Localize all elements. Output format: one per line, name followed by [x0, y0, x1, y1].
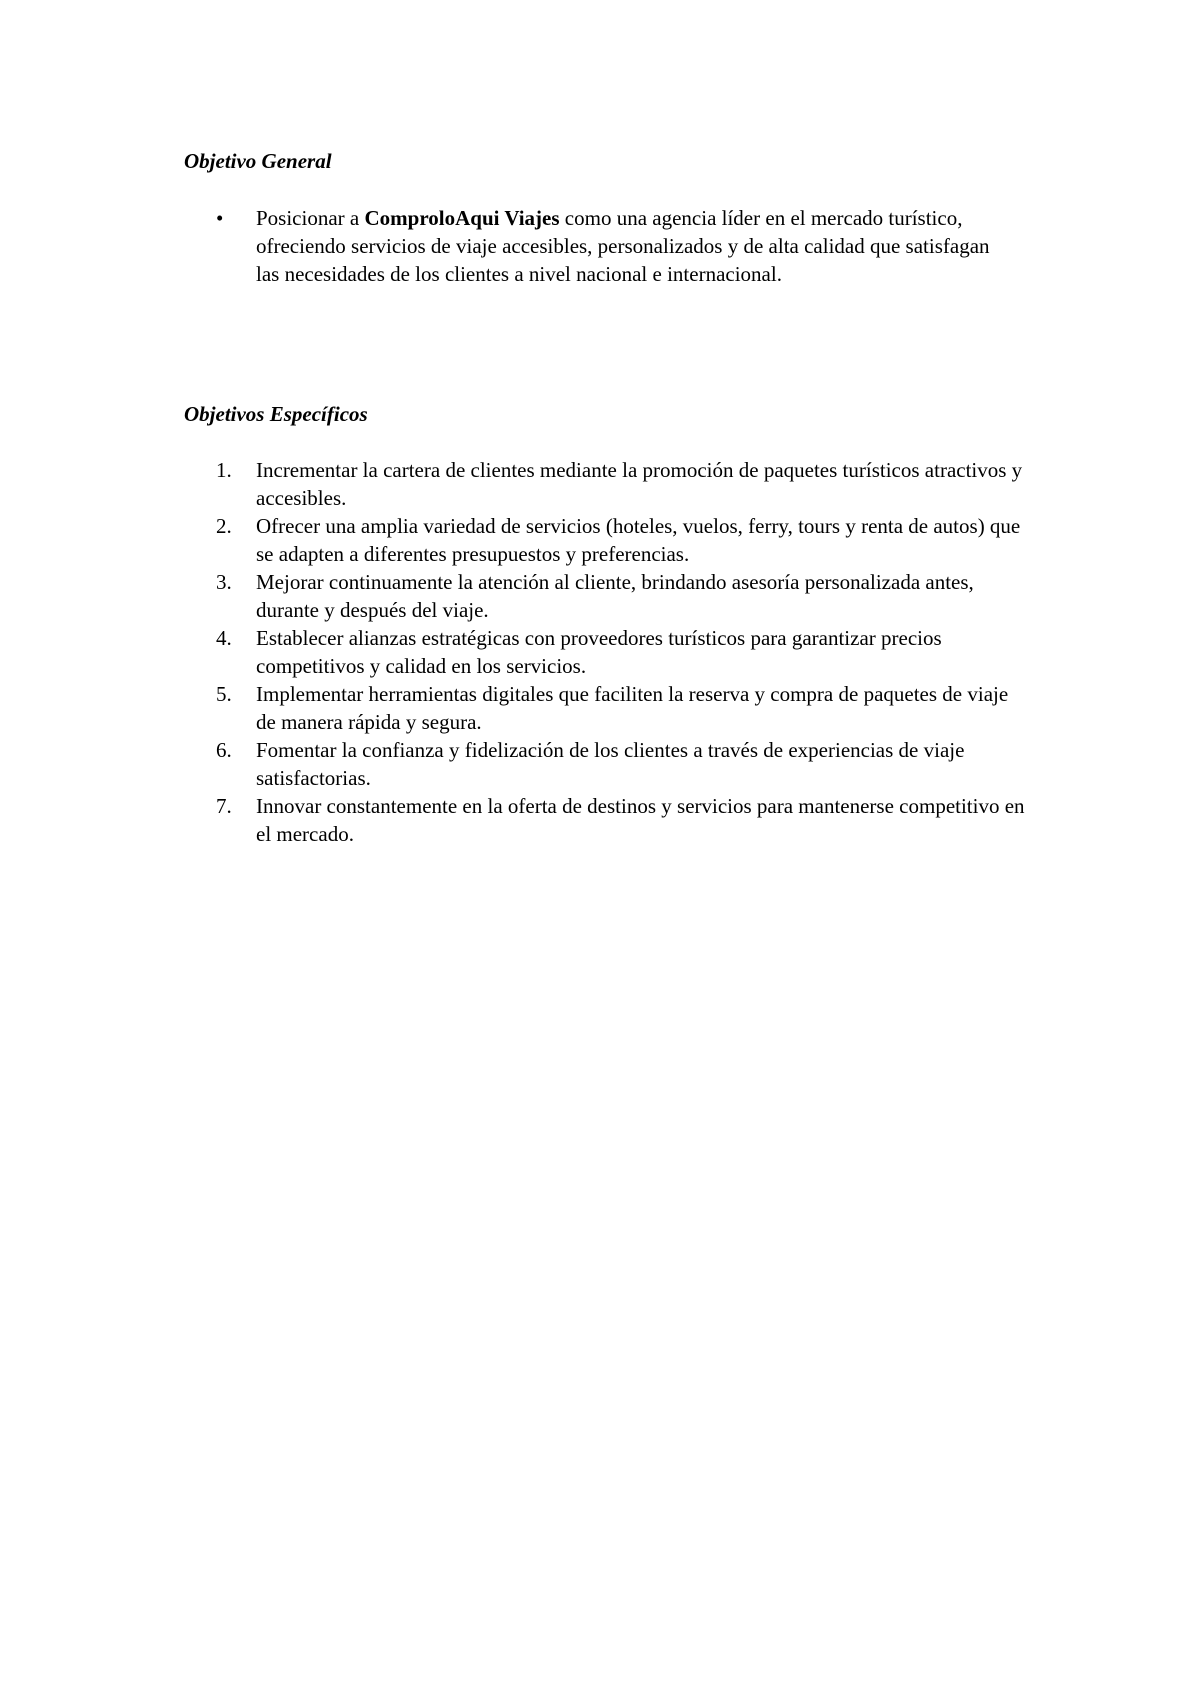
list-number: 1.	[216, 458, 232, 482]
bullet-marker: •	[216, 206, 224, 230]
list-item	[184, 456, 1044, 512]
list-number: 2.	[216, 514, 232, 538]
general-bullet-suffix: como una agencia líder en el mercado turístico, ofreciendo servicios de viaje accesibles, personalizados y de alta calidad que satisfagan las necesidades de los clientes a nivel nacional e internacional.	[256, 206, 990, 286]
general-bullet-text	[256, 204, 1016, 288]
list-number: 5.	[216, 682, 232, 706]
list-item	[184, 512, 1044, 568]
list-item-text: Mejorar continuamente la atención al cliente, brindando asesoría personalizada antes, durante y después del viaje.	[256, 570, 974, 622]
list-item-text: Incrementar la cartera de clientes mediante la promoción de paquetes turísticos atractivos y accesibles.	[256, 458, 1023, 510]
list-number: 6.	[216, 738, 232, 762]
list-item	[184, 568, 1044, 624]
list-item	[184, 736, 1044, 792]
list-item	[184, 680, 1044, 736]
list-item	[184, 624, 1044, 680]
list-item	[184, 792, 1044, 848]
list-item-text: Fomentar la confianza y fidelización de los clientes a través de experiencias de viaje satisfactorias.	[256, 738, 965, 790]
list-item-text: Establecer alianzas estratégicas con proveedores turísticos para garantizar precios competitivos y calidad en los servicios.	[256, 626, 942, 678]
brand-name: ComproloAqui Viajes	[364, 206, 560, 230]
list-item-text: Implementar herramientas digitales que faciliten la reserva y compra de paquetes de viaje de manera rápida y segura.	[256, 682, 1009, 734]
list-number: 4.	[216, 626, 232, 650]
general-bullet-item	[184, 204, 1044, 288]
list-item-text: Innovar constantemente en la oferta de destinos y servicios para mantenerse competitivo en el mercado.	[256, 794, 1025, 846]
list-item-text: Ofrecer una amplia variedad de servicios (hoteles, vuelos, ferry, tours y renta de autos) que se adapten a diferentes presupuestos y preferencias.	[256, 514, 1021, 566]
general-bullet-prefix: Posicionar a	[256, 206, 365, 230]
objetivo-general-heading: Objetivo General	[184, 149, 332, 173]
specific-objectives-list	[184, 456, 1044, 848]
list-number: 3.	[216, 570, 232, 594]
list-number: 7.	[216, 794, 232, 818]
objetivos-especificos-heading: Objetivos Específicos	[184, 402, 368, 426]
